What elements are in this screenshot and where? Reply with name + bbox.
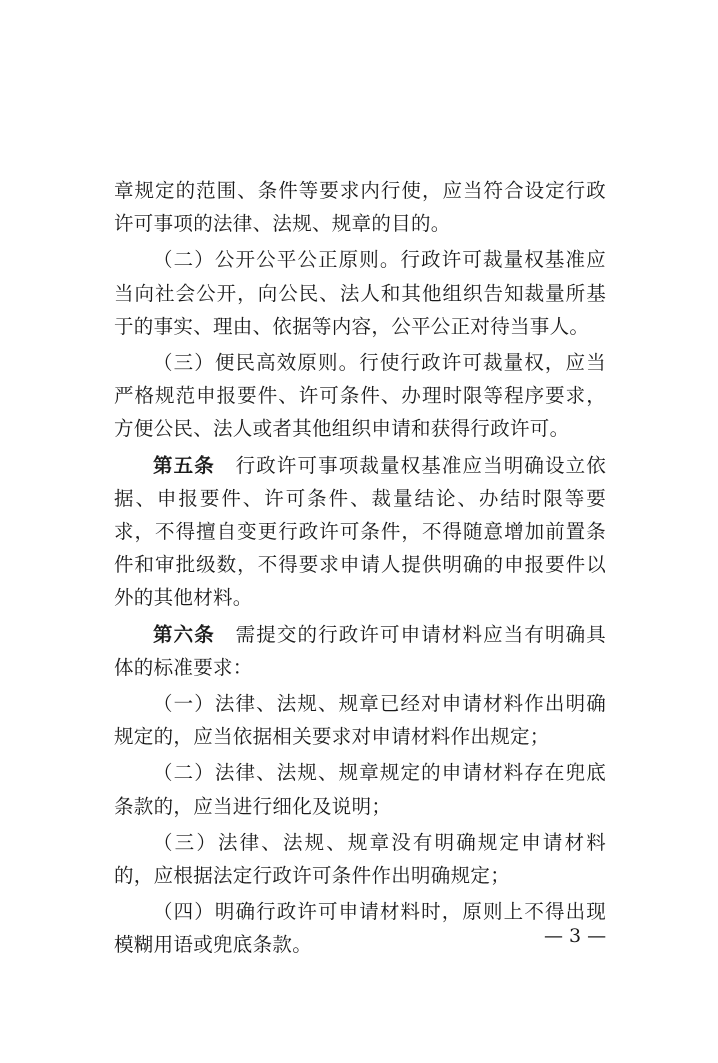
article-6-item-2 xyxy=(114,756,606,822)
page-number: — 3 — xyxy=(544,925,607,947)
article-6 xyxy=(114,618,606,684)
article-6-item-4 xyxy=(114,895,606,961)
article-6-item-3 xyxy=(114,826,606,892)
article-heading: 第六条 xyxy=(153,622,215,646)
paragraph-continuation xyxy=(114,174,606,240)
article-text: 行政许可事项裁量权基准应当明确设立依据、申报要件、许可条件、裁量结论、办结时限等要求，不得擅自变更行政许可条件，不得随意增加前置条件和审批级数，不得要求申请人提供明确的申报要件以外的其他材料。 xyxy=(114,453,606,610)
paragraph-lead: （四） xyxy=(153,900,215,924)
item-text: （三）法律、法规、规章没有明确规定申请材料的，应根据法定行政许可条件作出明确规定； xyxy=(114,830,606,888)
article-heading: 第五条 xyxy=(153,453,215,477)
paragraph-text: 行使行政许可裁量权，应当严格规范申报要件、许可条件、办理时限等程序要求，方便公民、法人或者其他组织申请和获得行政许可。 xyxy=(114,351,606,441)
article-5 xyxy=(114,449,606,615)
item-text: 明确行政许可申请材料时，原则上不得出现模糊用语或兜底条款。 xyxy=(114,900,606,957)
document-body xyxy=(114,174,606,965)
paragraph-lead: （二）公开公平公正原则。 xyxy=(153,248,401,272)
paragraph-text: 行政许可裁量权基准应当向社会公开，向公民、法人和其他组织告知裁量所基于的事实、理由、依据等内容，公平公正对待当事人。 xyxy=(114,248,606,338)
item-text: （一）法律、法规、规章已经对申请材料作出明确规定的，应当依据相关要求对申请材料作出规定； xyxy=(114,692,606,749)
paragraph-principle-convenience xyxy=(114,346,606,446)
article-text: 需提交的行政许可申请材料应当有明确具体的标准要求： xyxy=(114,622,606,679)
paragraph-text: 章规定的范围、条件等要求内行使，应当符合设定行政许可事项的法律、法规、规章的目的。 xyxy=(114,179,606,236)
article-6-item-1 xyxy=(114,687,606,753)
paragraph-lead: （三）便民高效原则。 xyxy=(153,351,360,375)
paragraph-principle-openness xyxy=(114,243,606,343)
item-text: （二）法律、法规、规章规定的申请材料存在兜底条款的，应当进行细化及说明； xyxy=(114,761,606,818)
